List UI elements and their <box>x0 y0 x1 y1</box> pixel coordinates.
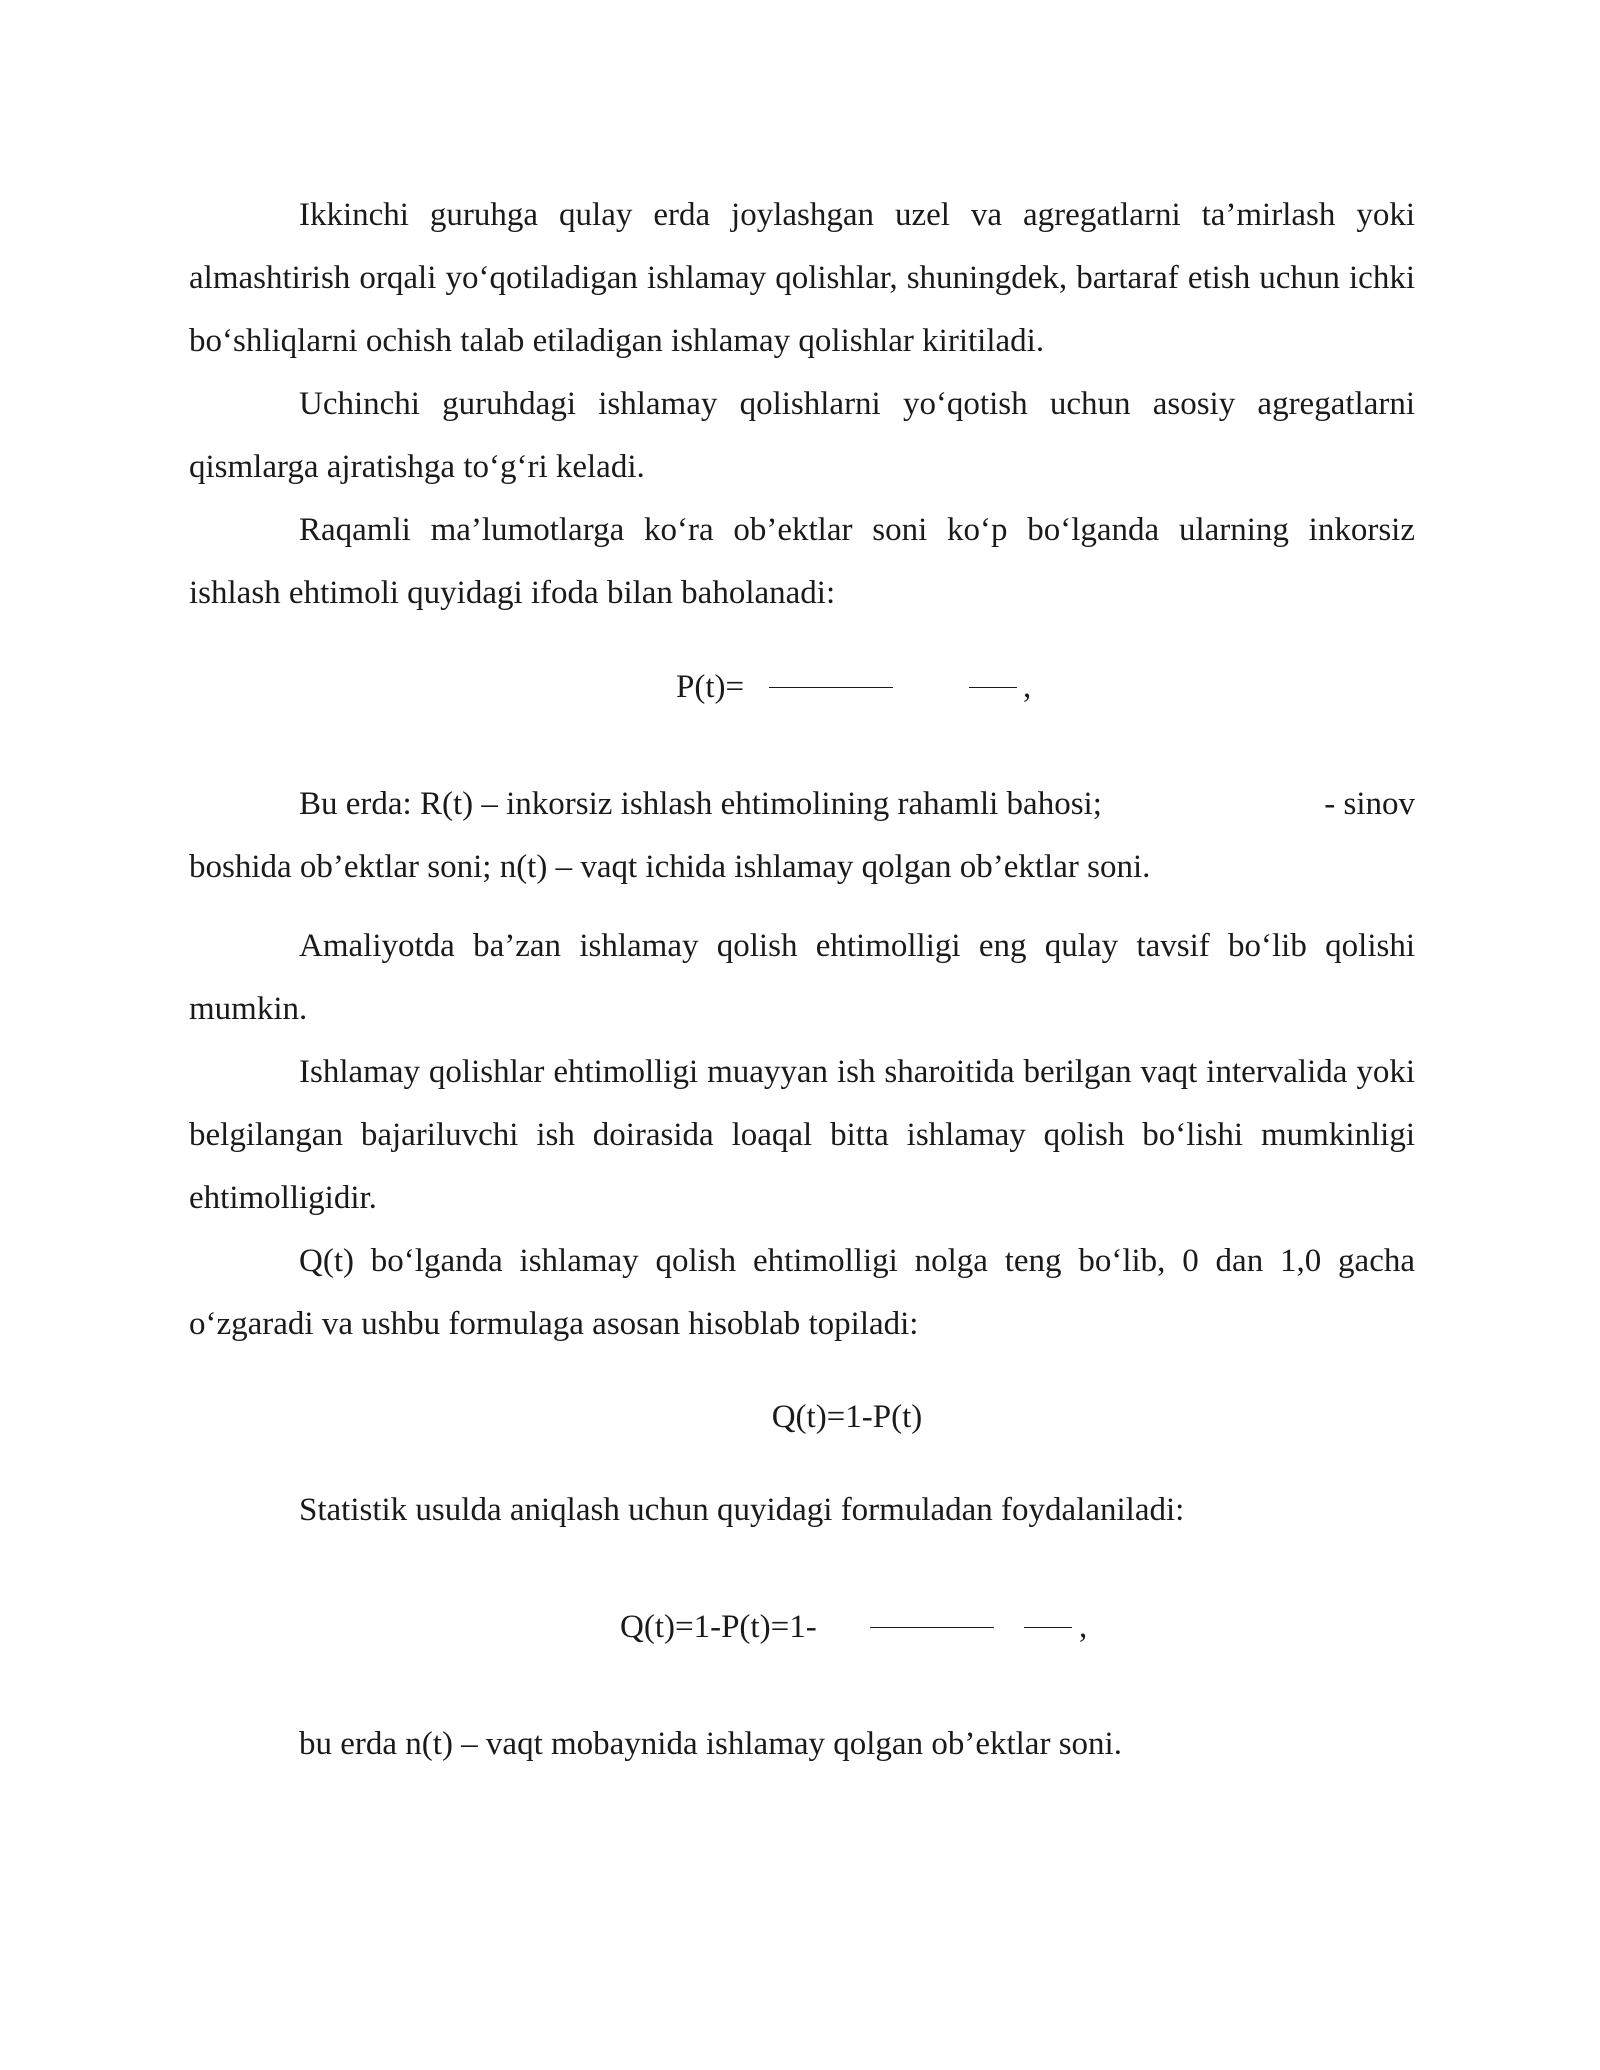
formula-q-t-fraction-bar-2 <box>1024 1627 1072 1628</box>
paragraph-definitions-line2 <box>189 836 1415 899</box>
formula-q-t-fraction-bar-1 <box>870 1627 994 1628</box>
paragraph-practice: Amaliyotda ba’zan ishlamay qolish ehtimolligi eng qulay tavsif bo‘lib qolishi mumkin. <box>189 928 1415 1027</box>
formula-q-t-statistical <box>189 1596 1415 1659</box>
paragraph-second-group: Ikkinchi guruhga qulay erda joylashgan uzel va agregatlarni ta’mirlash yoki almashtirish orqali yo‘qotiladigan ishlamay qolishlar, shuningdek, bartaraf etish uchun ichki bo‘shliqlarni ochish talab etiladigan ishlamay qolishlar kiritiladi. <box>189 197 1415 359</box>
definitions-text-a: Bu erda: R(t) – inkorsiz ishlash ehtimolining rahamli bahosi; <box>299 786 1102 822</box>
paragraph-q-t: Q(t) bo‘lganda ishlamay qolish ehtimolligi nolga teng bo‘lib, 0 dan 1,0 gacha o‘zgaradi va ushbu formulaga asosan hisoblab topiladi: <box>189 1243 1415 1342</box>
spacer <box>189 1356 1415 1386</box>
formula-p-t <box>189 656 1415 719</box>
formula-p-t-fraction-bar-1 <box>769 687 893 688</box>
paragraph-failure-probability: Ishlamay qolishlar ehtimolligi muayyan ish sharoitida berilgan vaqt intervalida yoki belgilangan bajariluvchi ish doirasida loaqal bitta ishlamay qolish bo‘lishi mumkinligi ehtimolligidir. <box>189 1054 1415 1216</box>
paragraph-statistical: Statistik usulda aniqlash uchun quyidagi formuladan foydalaniladi: <box>299 1492 1185 1528</box>
nt-definition-text: bu erda n(t) – vaqt mobaynida ishlamay qolgan ob’ektlar soni. <box>299 1726 1122 1762</box>
formula-p-t-tail: , <box>1023 669 1032 705</box>
paragraph-third-group: Uchinchi guruhdagi ishlamay qolishlarni yo‘qotish uchun asosiy agregatlarni qismlarga ajratishga to‘g‘ri keladi. <box>189 386 1415 485</box>
definitions-text-c: boshida ob’ektlar soni; n(t) – vaqt ichida ishlamay qolgan ob’ektlar soni. <box>189 849 1151 885</box>
paragraph-nt-definition <box>189 1713 1415 1776</box>
spacer <box>189 1542 1415 1596</box>
formula-q-t-statistical-lhs: Q(t)=1-P(t)=1- <box>620 1609 817 1645</box>
paragraph-numeric-data: Raqamli ma’lumotlarga ko‘ra ob’ektlar soni ko‘p bo‘lganda ularning inkorsiz ishlash ehtimoli quyidagi ifoda bilan baholanadi: <box>189 512 1415 611</box>
spacer <box>189 625 1415 656</box>
formula-q-t: Q(t)=1-P(t) <box>771 1399 923 1435</box>
spacer <box>189 719 1415 773</box>
spacer <box>189 1659 1415 1713</box>
definitions-text-b: - sinov <box>1324 786 1415 822</box>
formula-p-t-lhs: P(t)= <box>676 669 745 705</box>
paragraph-definitions-line1 <box>189 773 1415 836</box>
spacer <box>189 899 1415 915</box>
spacer <box>189 1449 1415 1479</box>
document-page <box>189 184 1415 1776</box>
formula-q-t-statistical-tail: , <box>1079 1609 1088 1645</box>
formula-p-t-fraction-bar-2 <box>969 687 1017 688</box>
